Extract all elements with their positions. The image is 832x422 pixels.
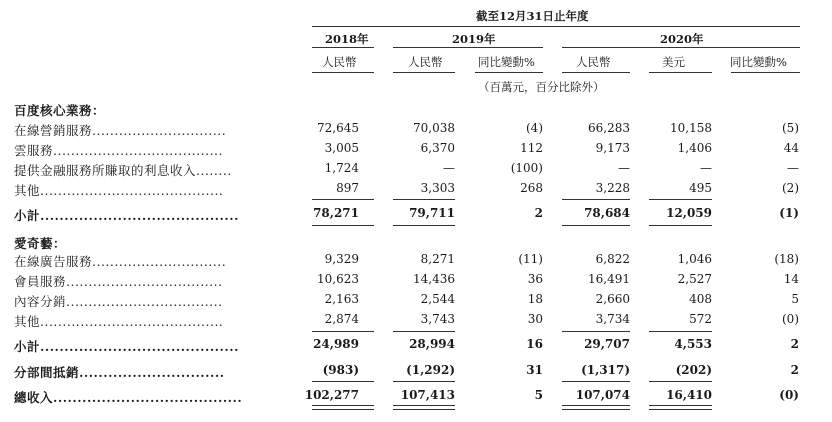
value-cell: 36: [527, 272, 543, 286]
row-label: 會員服務...................................: [14, 274, 223, 289]
value-cell: 30: [527, 312, 543, 326]
value-cell: 268: [520, 181, 543, 195]
col-rule-5: [649, 72, 712, 73]
value-cell: 31: [526, 363, 543, 377]
value-cell: 3,005: [324, 141, 359, 155]
subtotal-rule: [312, 331, 374, 332]
total-rule: [649, 381, 712, 382]
row-label: 提供金融服務所賺取的利息收入........: [14, 163, 232, 178]
value-cell: (0): [782, 312, 799, 326]
subtotal-label: 小計.........................................: [14, 208, 239, 223]
row-label: 其他.........................................: [14, 314, 224, 329]
value-cell: 2,163: [324, 292, 359, 306]
subtotal-rule: [393, 331, 455, 332]
value-cell: 44: [783, 141, 799, 155]
subtotal-rule: [562, 331, 630, 332]
value-cell: —: [787, 161, 799, 175]
value-cell: —: [443, 161, 455, 175]
value-cell: (2): [782, 181, 799, 195]
value-cell: 70,038: [413, 121, 455, 135]
value-cell: —: [700, 161, 712, 175]
value-cell: 10,158: [670, 121, 712, 135]
value-cell: 14,436: [413, 272, 455, 286]
subtotal-label: 小計.........................................: [14, 339, 239, 354]
col-rule-4: [562, 72, 630, 73]
year-2019: 2019年: [452, 32, 496, 46]
value-cell: (0): [779, 388, 799, 402]
value-cell: 4,553: [674, 337, 712, 351]
col-rule-3: [475, 72, 543, 73]
value-cell: 78,271: [313, 206, 359, 220]
value-cell: (202): [675, 363, 712, 377]
year-rule-2018: [312, 47, 374, 48]
value-cell: 2,527: [677, 272, 712, 286]
value-cell: 2: [534, 206, 543, 220]
col-2019-yoy: 同比變動%: [478, 55, 535, 69]
total-rule: [393, 381, 455, 382]
value-cell: —: [618, 161, 630, 175]
section-title-baidu-core: 百度核心業務：: [14, 103, 106, 118]
value-cell: 2,874: [324, 312, 359, 326]
value-cell: 6,822: [595, 252, 630, 266]
subtotal-rule: [393, 199, 455, 200]
col-rule-2: [393, 72, 455, 73]
value-cell: 5: [791, 292, 799, 306]
row-label: 雲服務......................................: [14, 143, 223, 158]
total-double-rule: [649, 405, 712, 410]
value-cell: 5: [534, 388, 543, 402]
value-cell: 79,711: [409, 206, 455, 220]
value-cell: (18): [774, 252, 799, 266]
value-cell: 6,370: [420, 141, 455, 155]
value-cell: 107,413: [400, 388, 455, 402]
col-2020-usd: 美元: [662, 55, 685, 69]
value-cell: 14: [783, 272, 799, 286]
col-rule-1: [312, 72, 374, 73]
value-cell: 112: [520, 141, 543, 155]
subtotal-rule: [562, 199, 630, 200]
value-cell: 495: [689, 181, 712, 195]
value-cell: 3,743: [420, 312, 455, 326]
value-cell: 8,271: [420, 252, 455, 266]
value-cell: 78,684: [584, 206, 630, 220]
value-cell: 3,303: [420, 181, 455, 195]
value-cell: 18: [527, 292, 543, 306]
total-double-rule: [562, 405, 630, 410]
value-cell: 28,994: [409, 337, 455, 351]
value-cell: (11): [518, 252, 543, 266]
subtotal-rule: [312, 225, 374, 226]
value-cell: 16,410: [666, 388, 712, 402]
row-label: 在線營銷服務..............................: [14, 123, 227, 138]
value-cell: 897: [336, 181, 359, 195]
subtotal-rule: [393, 225, 455, 226]
year-2020: 2020年: [660, 32, 704, 46]
subtotal-rule: [649, 199, 712, 200]
value-cell: 572: [689, 312, 712, 326]
value-cell: 16: [526, 337, 543, 351]
subtotal-rule: [649, 331, 712, 332]
value-cell: 2: [790, 337, 799, 351]
value-cell: 29,707: [584, 337, 630, 351]
row-label: 在線廣告服務..............................: [14, 254, 227, 269]
value-cell: 66,283: [588, 121, 630, 135]
value-cell: 3,734: [595, 312, 630, 326]
section-title-iqiyi: 愛奇藝：: [14, 236, 67, 251]
value-cell: (4): [526, 121, 543, 135]
elimination-label: 分部間抵銷..............................: [14, 365, 225, 380]
total-rule: [562, 381, 630, 382]
value-cell: 2,544: [420, 292, 455, 306]
value-cell: (1,317): [581, 363, 630, 377]
subtotal-rule: [649, 225, 712, 226]
year-rule-2020: [562, 47, 800, 48]
total-rule: [312, 381, 374, 382]
row-label: 其他.........................................: [14, 183, 224, 198]
value-cell: (1): [779, 206, 799, 220]
value-cell: 9,173: [595, 141, 630, 155]
col-2020-rmb: 人民幣: [576, 55, 611, 69]
unit-note: （百萬元，百分比除外）: [478, 80, 605, 94]
subtotal-rule: [312, 199, 374, 200]
value-cell: 408: [689, 292, 712, 306]
year-2018: 2018年: [325, 32, 369, 46]
value-cell: (983): [322, 363, 359, 377]
period-title: 截至12月31日止年度: [476, 9, 589, 23]
col-2020-yoy: 同比變動%: [730, 55, 787, 69]
col-2019-rmb: 人民幣: [408, 55, 443, 69]
value-cell: 12,059: [666, 206, 712, 220]
value-cell: 2: [790, 363, 799, 377]
total-double-rule: [393, 405, 455, 410]
value-cell: 102,277: [304, 388, 359, 402]
value-cell: 9,329: [324, 252, 359, 266]
subtotal-rule: [562, 225, 630, 226]
year-rule-2019: [393, 47, 543, 48]
value-cell: (100): [510, 161, 543, 175]
value-cell: 1,724: [324, 161, 359, 175]
value-cell: 2,660: [595, 292, 630, 306]
col-rule-6: [731, 72, 800, 73]
header-rule-top: [312, 26, 800, 27]
total-label: 總收入.......................................: [14, 390, 243, 405]
value-cell: (1,292): [406, 363, 455, 377]
value-cell: 72,645: [317, 121, 359, 135]
value-cell: (5): [782, 121, 799, 135]
value-cell: 16,491: [588, 272, 630, 286]
total-double-rule: [312, 405, 374, 410]
value-cell: 1,406: [677, 141, 712, 155]
value-cell: 1,046: [677, 252, 712, 266]
value-cell: 10,623: [317, 272, 359, 286]
value-cell: 24,989: [313, 337, 359, 351]
row-label: 內容分銷...................................: [14, 294, 223, 309]
value-cell: 107,074: [575, 388, 630, 402]
value-cell: 3,228: [595, 181, 630, 195]
col-2018-rmb: 人民幣: [322, 55, 357, 69]
